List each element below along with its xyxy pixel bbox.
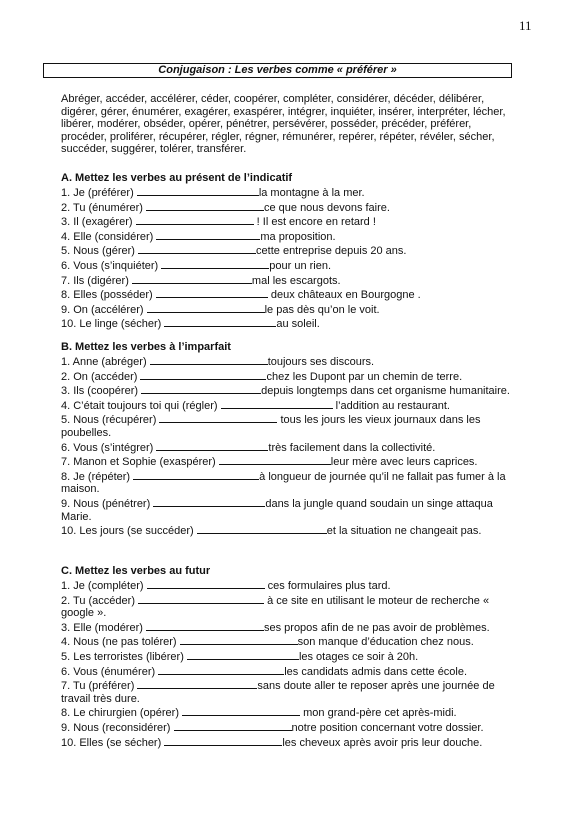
page-title: Conjugaison : Les verbes comme « préférer » [43,63,512,78]
section-b-list [61,354,513,538]
exercise-item: 1. Anne (abréger) toujours ses discours. [61,356,375,368]
exercise-item: 9. On (accélérer) le pas dès qu’on le voit. [61,303,380,316]
exercise-item: 7. Tu (préférer) sans doute aller te reposer après une journée de travail très dure. [61,680,495,705]
answer-blank[interactable] [164,735,282,746]
exercise-item: 1. Je (préférer) la montagne à la mer. [61,187,365,199]
answer-blank[interactable] [146,200,264,211]
exercise-item: 5. Nous (récupérer) tous les jours les vieux journaux dans les poubelles. [61,414,481,439]
exercise-item: 5. Les terroristes (libérer) les otages ce soir à 20h. [61,650,419,663]
answer-blank[interactable] [159,412,277,423]
section-b-heading: B. Mettez les verbes à l’imparfait [61,341,231,353]
answer-blank[interactable] [136,214,254,225]
exercise-item: 2. Tu (accéder) à ce site en utilisant le moteur de recherche « google ». [61,594,490,620]
exercise-item: 6. Vous (s’inquiéter) pour un rien. [61,259,332,272]
exercise-item: 9. Nous (reconsidérer) notre position concernant votre dossier. [61,721,484,734]
section-c-list [61,578,513,749]
section-a-list [61,185,513,331]
exercise-item: 2. Tu (énumérer) ce que nous devons faire. [61,201,390,214]
answer-blank[interactable] [158,664,284,675]
answer-blank[interactable] [141,383,261,394]
answer-blank[interactable] [174,720,292,731]
exercise-item: 10. Les jours (se succéder) et la situation ne changeait pas. [61,525,482,538]
exercise-item: 3. Il (exagérer) ! Il est encore en retard ! [61,216,376,229]
answer-blank[interactable] [137,185,259,196]
exercise-item: 4. Nous (ne pas tolérer) son manque d’éducation chez nous. [61,636,474,649]
answer-blank[interactable] [153,496,265,507]
answer-blank[interactable] [150,354,268,365]
exercise-item: 10. Le linge (sécher) au soleil. [61,318,320,331]
exercise-item: 3. Ils (coopérer) depuis longtemps dans cet organisme humanitaire. [61,385,510,398]
exercise-item: 4. C’était toujours toi qui (régler) l’addition au restaurant. [61,399,450,412]
exercise-item: 7. Ils (digérer) mal les escargots. [61,274,341,287]
answer-blank[interactable] [132,273,252,284]
exercise-item: 2. On (accéder) chez les Dupont par un chemin de terre. [61,370,463,383]
answer-blank[interactable] [197,523,327,534]
answer-blank[interactable] [146,620,264,631]
answer-blank[interactable] [164,316,276,327]
exercise-item: 8. Le chirurgien (opérer) mon grand-père cet après-midi. [61,707,457,720]
answer-blank[interactable] [138,243,256,254]
exercise-item: 4. Elle (considérer) ma proposition. [61,230,336,243]
exercise-item: 3. Elle (modérer) ses propos afin de ne pas avoir de problèmes. [61,621,490,634]
answer-blank[interactable] [161,258,269,269]
answer-blank[interactable] [138,593,264,604]
exercise-item: 8. Elles (posséder) deux châteaux en Bourgogne . [61,289,421,302]
exercise-item: 8. Je (répéter) à longueur de journée qu’il ne fallait pas fumer à la maison. [61,470,506,496]
answer-blank[interactable] [187,649,299,660]
exercise-item: 10. Elles (se sécher) les cheveux après avoir pris leur douche. [61,736,483,749]
answer-blank[interactable] [133,469,259,480]
exercise-item: 9. Nous (pénétrer) dans la jungle quand soudain un singe attaqua Marie. [61,497,493,523]
answer-blank[interactable] [147,302,265,313]
answer-blank[interactable] [182,705,300,716]
section-c-heading: C. Mettez les verbes au futur [61,565,211,577]
answer-blank[interactable] [140,369,266,380]
answer-blank[interactable] [156,229,260,240]
exercise-item: 6. Vous (s’intégrer) très facilement dans la collectivité. [61,441,436,454]
verb-list: Abréger, accéder, accélérer, céder, coopérer, compléter, considérer, décéder, délibérer, digérer, gérer, énumérer, exagérer, exaspérer, intégrer, inquiéter, insérer, interpréter, lécher, libérer, modérer, obséder, opérer, pénétrer, persévérer, posséder, précéder, préférer, procéder, proliférer, récupérer, régler, régner, rémunérer, repérer, répéter, révéler, sécher, succéder, suggérer, tolérer, transférer. [61,93,506,156]
exercise-item: 6. Vous (énumérer) les candidats admis dans cette école. [61,665,468,678]
answer-blank[interactable] [221,398,333,409]
answer-blank[interactable] [137,678,257,689]
exercise-item: 1. Je (compléter) ces formulaires plus tard. [61,580,391,592]
page-number: 11 [519,18,532,33]
answer-blank[interactable] [219,454,331,465]
answer-blank[interactable] [147,578,265,589]
answer-blank[interactable] [180,634,298,645]
exercise-item: 7. Manon et Sophie (exaspérer) leur mère avec leurs caprices. [61,456,478,469]
exercise-item: 5. Nous (gérer) cette entreprise depuis 20 ans. [61,245,407,258]
answer-blank[interactable] [156,287,268,298]
answer-blank[interactable] [156,440,268,451]
section-a-heading: A. Mettez les verbes au présent de l’indicatif [61,172,293,184]
